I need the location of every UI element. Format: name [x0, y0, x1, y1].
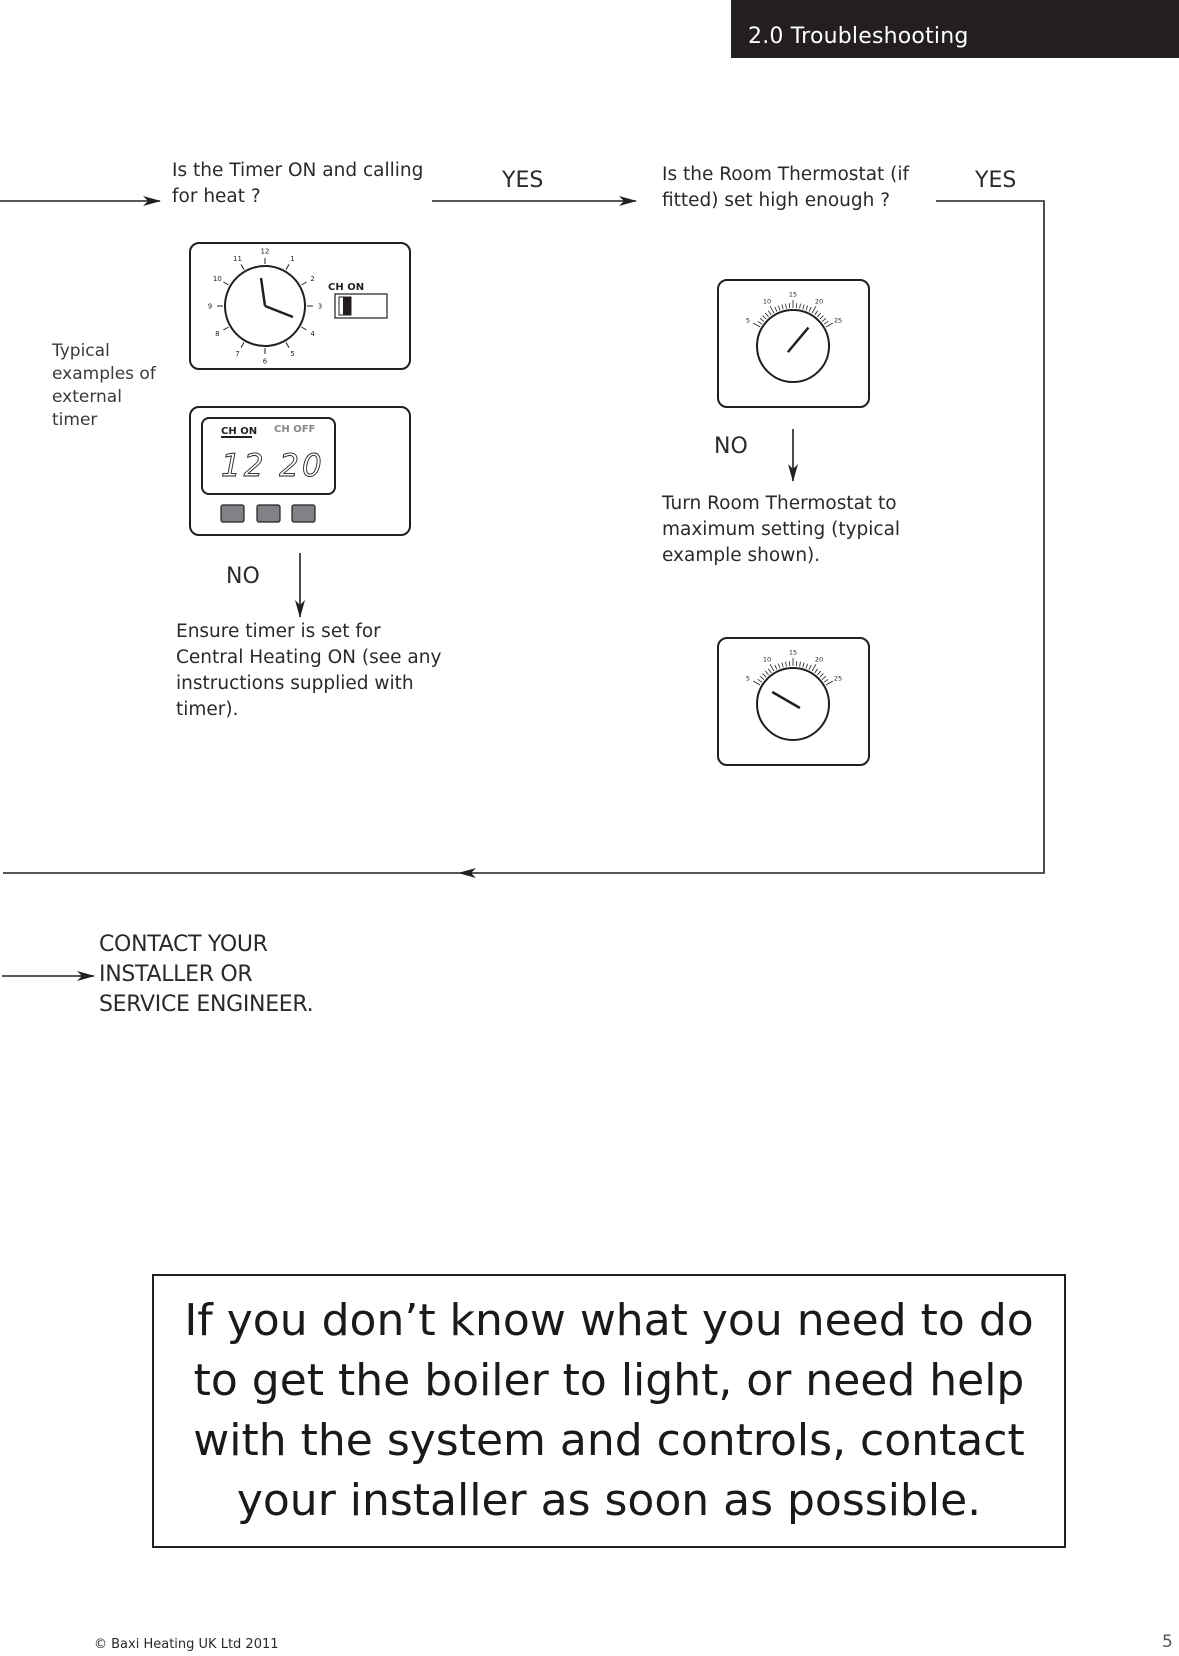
digital-ch-off-label: CH OFF [274, 424, 316, 435]
thermostat-scale-number: 15 [788, 648, 798, 657]
thermostat-scale-number: 20 [814, 297, 824, 306]
thermostat-question: Is the Room Thermostat (if fitted) set high enough ? [662, 164, 910, 211]
contact-line-3: SERVICE ENGINEER. [99, 992, 314, 1017]
timer-action: Ensure timer is set for Central Heating ON (see any instructions supplied with timer). [176, 621, 442, 720]
clock-number: 5 [290, 350, 295, 359]
copyright-text: © Baxi Heating UK Ltd 2011 [94, 1637, 279, 1652]
clock-number: 11 [233, 254, 242, 263]
analog-ch-on-label: CH ON [328, 282, 365, 293]
clock-number: 4 [310, 330, 315, 338]
thermostat-scale-number: 5 [745, 316, 751, 325]
clock-number: 9 [207, 302, 213, 311]
thermostat-scale-number: 20 [814, 655, 824, 664]
thermostat-max-svg [717, 637, 870, 767]
digital-timer-illustration [189, 406, 411, 536]
contact-line-2: INSTALLER OR [99, 962, 253, 987]
thermostat-action: Turn Room Thermostat to maximum setting (typical example shown). [662, 493, 901, 566]
contact-line-1: CONTACT YOUR [99, 932, 268, 957]
thermostat-max-illustration [717, 637, 870, 767]
section-title: 2.0 Troubleshooting [748, 24, 969, 49]
clock-number: 7 [235, 350, 240, 359]
timer-question: Is the Timer ON and calling for heat ? [172, 160, 424, 207]
thermostat-scale-number: 25 [833, 316, 843, 325]
clock-number: 3 [317, 302, 323, 311]
clock-number: 2 [310, 275, 315, 283]
clock-number: 8 [215, 330, 220, 338]
timer-button-1 [221, 505, 244, 522]
yes-label-2: YES [975, 168, 1017, 193]
thermostat-scale-number: 10 [762, 655, 772, 664]
digital-time-readout: 12 20 [221, 448, 325, 484]
thermostat-scale-number: 15 [788, 290, 798, 299]
timer-button-3 [292, 505, 315, 522]
page-number: 5 [1162, 1632, 1173, 1652]
digital-timer-svg [189, 406, 411, 536]
no-label-timer: NO [226, 564, 260, 589]
clock-number: 1 [290, 254, 295, 263]
help-notice-box [152, 1274, 1066, 1548]
thermostat-scale-number: 10 [762, 297, 772, 306]
help-notice-text: If you don’t know what you need to do to get the boiler to light, or need help with the system and controls, contact your installer as soon as possible. [184, 1295, 1034, 1526]
clock-number: 12 [260, 247, 270, 256]
clock-number: 6 [262, 357, 268, 366]
analog-timer-illustration [189, 242, 411, 370]
thermostat-scale-number: 25 [833, 674, 843, 683]
thermostat-low-svg [717, 279, 870, 409]
contact-installer-text [99, 930, 313, 1020]
thermostat-low-illustration [717, 279, 870, 409]
no-label-thermostat: NO [714, 434, 748, 459]
clock-number: 10 [212, 275, 222, 283]
timer-examples-caption: Typical examples of external timer [52, 341, 156, 430]
digital-ch-on-label: CH ON [221, 426, 258, 437]
analog-timer-svg [189, 242, 411, 370]
thermostat-scale-number: 5 [745, 674, 751, 683]
ch-switch-slider [343, 297, 351, 315]
timer-button-2 [257, 505, 280, 522]
yes-label-1: YES [502, 168, 544, 193]
